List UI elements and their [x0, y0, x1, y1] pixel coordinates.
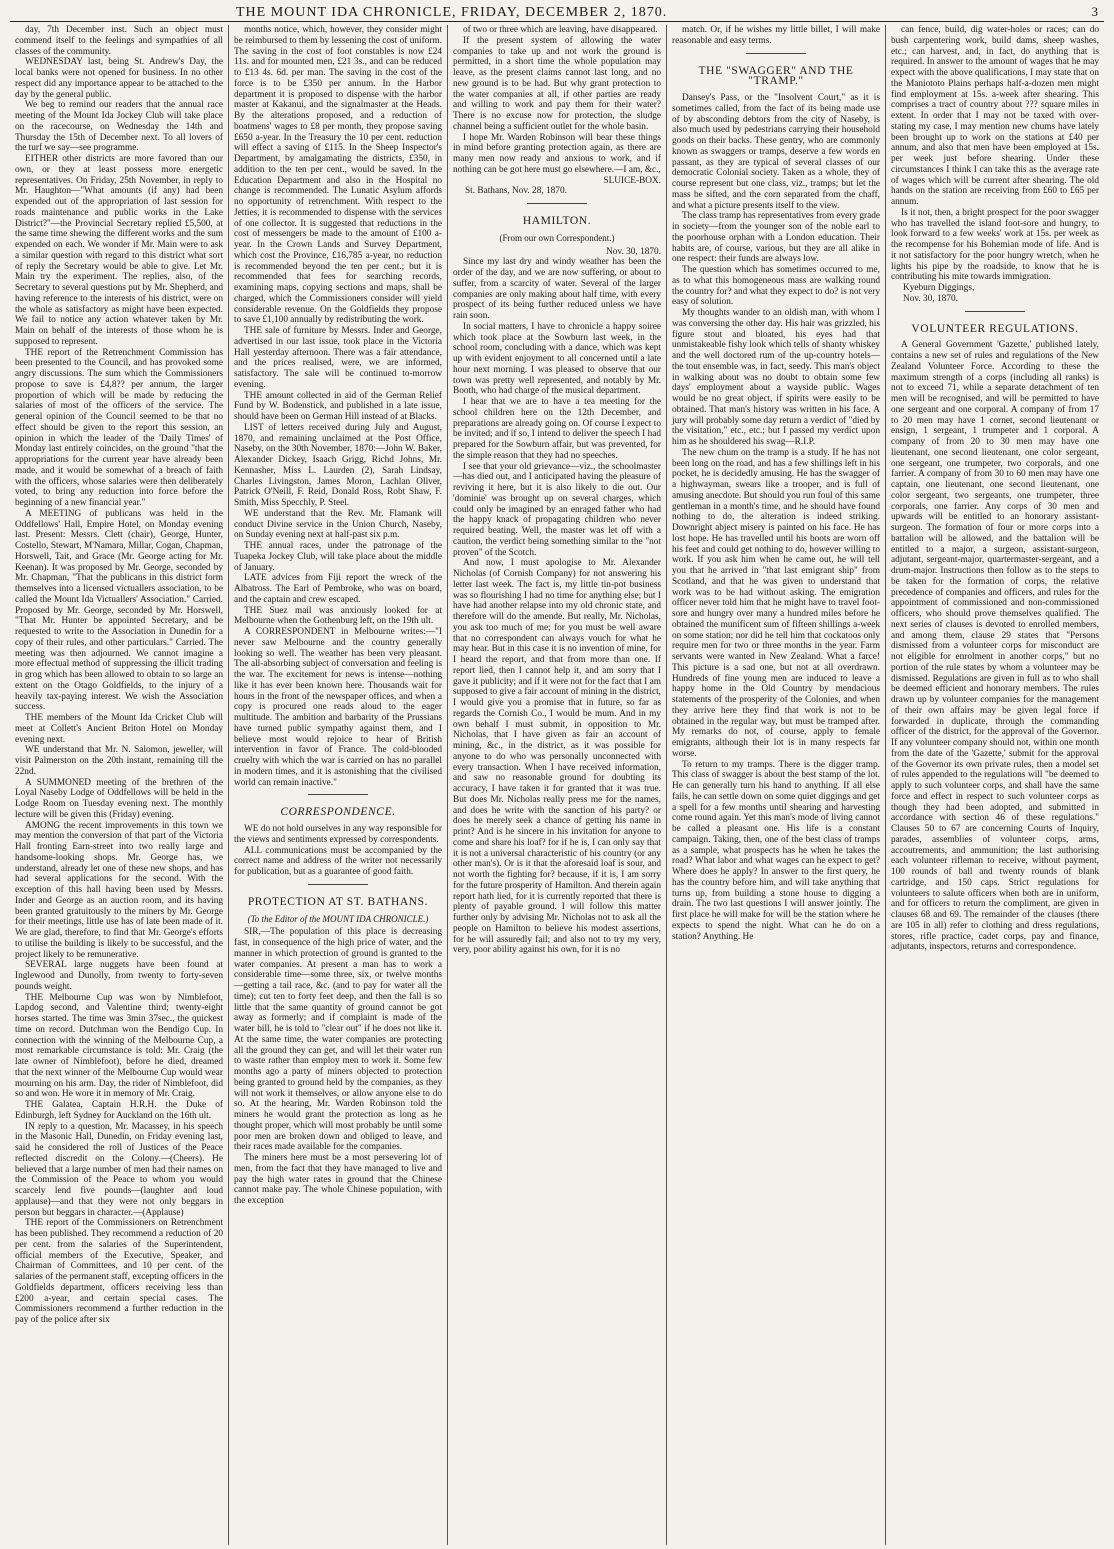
page-number: 3: [1091, 4, 1098, 19]
paragraph: In social matters, I have to chronicle a happy soiree which took place at the Sowburn last week, in the school room, concluding with a dance, which was kept up with evident enjoyment to all concerned until a late hour next morning. I was pleased to observe that our town was pretty well represented, and notably by Mr. Booth, who had charge of the musical department.: [453, 321, 661, 397]
paragraph: WEDNESDAY last, being St. Andrew's Day, the local banks were not opened for business. In no other respect did any importance appear to be attached to the day by the general public.: [15, 57, 223, 100]
paragraph: I hear that we are to have a tea meeting for the school children here on the 12th December, and preparations are already going on. Of course I expect to be invited; and if so, I intend to deliver the speech I had prepared for the Sowburn affair, but was prevented, for the simple reason that they had no speeches.: [453, 397, 661, 461]
paragraph: The miners here must be a most persevering lot of men, from the fact that they have managed to live and pay the high water rates in ground that the Chinese cannot make pay. The whole Chinese population, with the exception: [234, 1153, 442, 1206]
paragraph: THE report of the Retrenchment Commission has been presented to the Council, and has provoked some angry discussions. The sum which the Commissioners propose to save is £4,8?? per annum, the larger proportion of which will be made by reducing the salaries of most of the officers of the service. The general opinion of the Council seemed to be that no effect should be given to the report this session, an opinion in which the leader of the 'Daily Times' of Monday last entirely coincides, on the ground "that the appropriations for the current year have already been made, and it would be somewhat of a breach of faith with the officers, whose salaries were then deliberately voted, to bring any reduction into force before the beginning of a new financial year.": [15, 347, 223, 508]
paragraph: EITHER other districts are more favored than our own, or they at least possess more energetic representatives. On Friday, 25th November, in reply to Mr. Haughton—"What amounts (if any) had been expended out of the appropriation of last session for roads maintenance and public works in the Lake District?"—the Provincial Secretary replied £5,500, at the same time shewing the different works and the sum expended on each. We wonder if Mr. Main were to ask a similar question with regard to this district what sort of reply the Secretary would be able to give. Let Mr. Main try the experiment. The replies, also, of the Secretary to several questions put by Mr. Shepherd, and having reference to the interests of his district, were on the whole as satisfactory as might have been expected. We fail to notice any action whatever taken by Mr. Main on behalf of the interests of those whom he is supposed to represent.: [15, 154, 223, 347]
paragraph: And now, I must apologise to Mr. Alexander Nicholas (of Cornish Company) for not answering his letter last week. The fact is, my little tin-pot business was so flourishing I had no time for anything else; but I have had another relapse into my old chronic state, and therefore will do the amende. But really, Mr. Nicholas, you ask too much of me; for you must be well aware that no correspondent can always vouch for what he may hear. But in this case it is no invention of mine, for I heard the report, and that from more than one. If report lied, then I cannot help it, and am sorry that I gave it publicity; and if it were not for the fact that I am supposed to give a fair account of mining in the district, I would give you a promise that in future, so far as regards the Cornish Co., I would be mum. And in my own behalf I must submit, in opposition to Mr. Nicholas, that I have given as fair an account of mining, &c., in the district, as it was possible for anyone to do who was personally unconnected with every transaction. When I have received information, and saw no reasonable ground for doubting its accuracy, I have taken it for granted that it was true. But does Mr. Nicholas really press me for the names, and does he write with the sanction of his party? or does he merely seek a chance of getting his name in print? And is he sincere in his invitation for anyone to come and share his loaf? for if he is, I can only say that it is not a universal characteristic of his country (or any other man's). Or is it that the aforesaid loaf is sour, and not worth the fighting for? because, if it is, I am sorry for the future prosperity of Hamilton. And therein again report hath lied, for it is currently reported that there is plenty of payable ground. I will follow this matter further only by advising Mr. Nicholas not to ask all the people on Hamilton to believe his modest assertions, for he will assuredly fail; and also not to try my very, very, poor ability against his own, for it is no: [453, 558, 661, 956]
column-2: [229, 25, 448, 1545]
dateline: Nov. 30, 1870.: [903, 293, 958, 304]
paragraph: THE report of the Commissioners on Retrenchment has been published. They recommend a reduction of 20 per cent. from the salaries of the Superintendent, official members of the Executive, Speaker, and Chairman of Committees, and 10 per cent. of the salaries of the permanent staff, excepting officers in the Goldfields department, officers receiving less than £200 a-year, and certain special cases. The Commissioners recommend a further reduction in the pay of the police after six: [15, 1218, 223, 1325]
paragraph: To return to my tramps. There is the digger tramp. This class of swagger is about the best stamp of the lot. He can generally turn his hand to anything. If all else fails, he can settle down on some quiet diggings and get a spell for a few months until shearing and harvesting come round again. Yet this man's mode of living cannot be called a pleasant one. His life is a constant campaign. Taking, then, one of the best class of tramps as a sample, what prospects has he when he takes the road? What labor and what wages can he expect to get? Where does he apply? In answer to the first query, he has the country before him, and will take anything that turns up, from building a stone house to digging a drain. The two last questions I will answer jointly. The first place he will make for will be the station where he expects to spend the night. What can he do on a station? Anything. He: [672, 759, 880, 942]
section-heading-correspondence: CORRESPONDENCE.: [280, 806, 396, 819]
paragraph: THE Melbourne Cup was won by Nimblefoot, Lapdog second, and Valentine third; twenty-eight horses started. The time was 3min 37sec., the quickest time on record. Dutchman won the Bendigo Cup. In connection with the winning of the Melbourne Cup, a most remarkable circumstance is told: Mr. Craig (the late owner of Nimblefoot), before he died, dreamed that the next winner of the Melbourne Cup would wear mourning on his arm. Day, the rider of Nimblefoot, did so and won. He wore it in memory of Mr. Craig.: [15, 992, 223, 1100]
paragraph: months notice, which, however, they consider might be reimbursed to them by lessening the cost of uniform. The saving in the cost of foot constables is now £24 11s. and for mounted men, £21 3s., and can be reduced to £13 4s. 6d. per man. The saving in the cost of the force is to be £350 per annum. In the Harbor department it is proposed to dispense with the harbor master at Kakanui, and the signalmaster at the Heads. By the alterations proposed, and a reduction of boatmens' wages to £8 per month, they propose saving £650 a-year. In the Treasury the 10 per cent. reduction will effect a saving of £115. In the Sheep Inspector's Department, by amalgamating the districts, £350, in addition to the ten per cent., would be saved. In the Education Department and also in the Hospital no change is recommended. The Lunatic Asylum affords no opportunity of retrenchment. With respect to the Jetties, it is recommended to dispense with the services of one collector. It is suggested that reductions in the cost of messengers be made to the amount of £100 a-year. In the Crown Lands and Survey Department, which cost the Province, £16,785 a-year, no reduction is recommended beyond the ten per cent.; but it is recommended that fees for searching records, examining maps, copying sections and maps, shall be charged, which the Commissioners consider will yield considerable revenue. On the Goldfields they propose to save £1,100 annually by redistributing the work.: [234, 25, 442, 326]
divider: [308, 884, 368, 885]
paragraph: The new chum on the tramp is a study. If he has not been long on the road, and has a few shillings left in his pocket, he is decidedly amusing. He has the swagger of a highwayman, swears like a trooper, and is full of amusing anecdote. But should you run foul of this same gentleman in a month's time, and he should have found nothing to do, the alteration is indeed striking. Downright abject misery is painted on his face. He has lost hope. He has travelled until his boots are worn off his feet and could get nothing to do, however willing to work. If you ask him when he came out, he will tell you that he arrived in "that last emigrant ship" from Scotland, and that he was given to understand that work was to be had without asking. The emigration officer never told him that he might have to travel foot-sore and hungry over many a hundred miles before he obtained the munificent sum of fifteen shillings a-week on some station; nor did he tell him that cockatoos only require men for two or three months in the year. Farm servants were wanted in New Zealand. What a farce! This picture is a sad one, but not at all overdrawn. Hundreds of fine young men are induced to leave a happy home in the Old Country by mendacious statements of the prosperity of the Colonies, and when they arrive here they find that work is not to be obtained in the regular way, but must be tramped after. My remarks do not, of course, apply to female emigrants, although their lot is in many respects far worse.: [672, 447, 880, 759]
paragraph: match. Or, if he wishes my little billet, I will make reasonable and easy terms.: [672, 25, 880, 46]
column-5: [886, 25, 1104, 1545]
paragraph: THE Galatea, Captain H.R.H. the Duke of Edinburgh, left Sydney for Auckland on the 16th ult.: [15, 1100, 223, 1121]
paragraph: THE Suez mail was anxiously looked for at Melbourne when the Gothenburg left, on the 19th ult.: [234, 605, 442, 627]
divider: [308, 794, 368, 795]
paragraph: can fence, build, dig water-holes or races; can do bush carpentering work, build dams, sheep washes, etc.; can harvest, and, in fact, do anything that is required. In answer to the amount of wages that he may expect with the above qualifications, I may state that on the Maniototo Plains perhaps half-a-dozen men might find employment at 15s. a-week after shearing. This comprises a tract of country about ??? square miles in extent. In order that I may not be taxed with over-stating my case, I may mention new chums have lately been brought up to work on the stations at £40 per annum, and also that men have been employed at 15s. per week just before shearing. Under these circumstances I think I can take this as the average rate of wages which will be current after shearing. The old hands on the station are receiving from £60 to £65 per annum.: [891, 25, 1099, 207]
paragraph: I hope Mr. Warden Robinson will bear these things in mind before granting protection again, as there are many men now ready and anxious to work, and if nothing can be got here must go elsewhere.—I am, &c.,: [453, 132, 661, 175]
paragraph: The question which has sometimes occurred to me, as to what this homogeneous mass are walking round the country for? and what they expect to do? is not very easy of solution.: [672, 265, 880, 308]
column-3: [448, 25, 667, 1545]
divider: [965, 311, 1025, 312]
paragraph: A MEETING of publicans was held in the Oddfellows' Hall, Empire Hotel, on Monday evening last. Present: Messrs. Clett (chair), George, Hunter, Costello, Stewart, M'Namara, Millar, Cogan, Chapman, Horswell, Tait, and Grace (Mr. George acting for Mr. Keenan). It was proposed by Mr. George, seconded by Mr. Chapman, "That the publicans in this district form themselves into a licensed victuallers association, to be called the Mount Ida Victuallers' Association." Carried. Proposed by Mr. George, seconded by Mr. Horswell, "That Mr. Hunter be appointed Secretary, and be requested to write to the Association in Dunedin for a copy of their rules, and other particulars." Carried. The meeting was then adjourned. We cannot imagine a more effectual method of suppressing the illicit trading in grog which has been allowed to obtain to so large an extent on the Otago Goldfields, to the injury of a heavily tax-paying interest. We wish the Association success.: [15, 508, 223, 713]
column-1: [10, 25, 229, 1545]
paragraph: The class tramp has representatives from every grade in society—from the younger son of the noble earl to the poorhouse orphan with a London education. Their habits are, of course, various, but they are all alike in one respect: their funds are always low.: [672, 211, 880, 265]
paragraph: WE do not hold ourselves in any way responsible for the views and sentiments expressed by correspondents.: [234, 824, 442, 845]
paragraph: THE annual races, under the patronage of the Tuapeka Jockey Club, will take place about the middle of January.: [234, 541, 442, 573]
paragraph: WE understand that Mr. N. Salomon, jeweller, will visit Palmerston on the 20th instant, remaining till the 22nd.: [15, 745, 223, 777]
page-header: [10, 4, 1104, 22]
paragraph: LIST of letters received during July and August, 1870, and remaining unclaimed at the Post Office, Naseby, on the 30th November, 1870:—John W. Baker, Alexander Dickey, Isaach Grigg, Richd Johns, Mr. Kennasher, Miss L. Laurden (2), Sarah Lindsay, Charles Livingston, James Moron, Lachlan Oliver, Patrick O'Neill, F. Reid, Donald Ross, Robt Shaw, F. Smith, Miss Specchly, P. Steel.: [234, 422, 442, 508]
paragraph: We beg to remind our readers that the annual race meeting of the Mount Ida Jockey Club will take place on the racecourse, on Wednesday the 14th and Thursday the 15th of December next. To all lovers of the turf we say—see programme.: [15, 100, 223, 154]
paragraph: I see that your old grievance—viz., the schoolmaster—has died out, and I anticipated having the pleasure of reviving it here, but it is also likely to die out. Our 'dominie' was brought up on several charges, which could only be imagined by an enraged father who had the happy knack of propagating children who never required beating. Well, the master was let off with a caution, the verdict being something similar to the "not proven" of the Scotch.: [453, 461, 661, 558]
divider: [527, 203, 587, 204]
page-title: THE MOUNT IDA CHRONICLE, FRIDAY, DECEMBER 2, 1870.: [236, 5, 668, 20]
paragraph: A SUMMONED meeting of the brethren of the Loyal Naseby Lodge of Oddfellows will be held in the Lodge Room on Tuesday evening next. The monthly lecture will be given this (Friday) evening.: [15, 777, 223, 820]
paragraph: SEVERAL large nuggets have been found at Inglewood and Dunolly, from twenty to forty-seven pounds weight.: [15, 960, 223, 992]
paragraph: If the present system of allowing the water companies to take up and not work the ground is permitted, in a short time the whole population may leave, as the present claims cannot last long, and no new ground is to be had. But why grant protection to the water companies at all, if other parties are ready and willing to work and pay them for their water? There is no excuse now for protection, the sludge channel being a sufficient outlet for the whole basin.: [453, 35, 661, 132]
columns: [10, 25, 1104, 1545]
paragraph: A General Government 'Gazette,' published lately, contains a new set of rules and regulations of the New Zealand Volunteer Force. According to these the maximum strength of a corps (including all ranks) is not to exceed 71, while a separate detachment of ten men will be recognised, and will be permitted to have one sergeant and one corporal. A company of from 17 to 20 men may have 1 cornet, second lieutenant or ensign, 1 sergeant, 1 trumpeter and 1 corporal. A company of from 20 to 30 men may have one lieutenant, one second lieutenant, one color sergeant, one sergeant, one trumpeter, two corporals, and one farrier. A company of from 30 to 60 men may have one captain, one lieutenant, one second lieutenant, one color sergeant, two sergeants, one trumpeter, three corporals, one farrier. Any corps of 30 men and upwards will be entitled to an honorary assistant-surgeon. The formation of four or more corps into a battalion will be allowed, and the battalion will be entitled to a major, a surgeon, assistant-surgeon, adjutant, sergeant-major, quartermaster-sergeant, and a drum-major. Instructions then follow as to the steps to be taken for the formation of corps, the relative precedence of companies and officers, and rules for the appointment of commissioned and non-commissioned officers, who should prove themselves qualified. The next series of clauses is devoted to enrolled members, and among them, clause 29 states that "Persons dismissed from a volunteer corps for misconduct are not eligible for enrolment in another corps," but no portion of the rule states by whom a volunteer may be dismissed. Regulations are given in full as to who shall be deemed efficient and honorary members. The rules drawn up by volunteer companies for the management of their own affairs may be given legal force if forwarded in duplicate, through the commanding officer of the district, for the approval of the Governor. If any volunteer company should not, within one month from the date of the 'Gazette,' submit for the approval of the Governor its own private rules, then a model set of rules appended to the regulations will "be deemed to apply to such volunteer corps, and shall have the same force and effect in respect to such volunteer corps as though they had been adopted, and submitted in accordance with section 46 of these regulations." Clauses 50 to 67 are concerning Courts of Inquiry, parades, assemblies of volunteer corps, arms, accoutrements, and ammunition; the last authorising each volunteer rifleman to receive, without payment, 100 rounds of ball and twenty rounds of blank cartridge, and 150 caps. Strict regulations for volunteers to salute officers when both are in uniform, and for officers to return the compliment, are given in clauses 68 and 69. The remainder of the clauses (there are 105 in all) refer to clothing and dress regulations, stores, rifle practice, cadet corps, pay and finance, adjutants, inspectors, returns and correspondence.: [891, 340, 1099, 953]
paragraph: IN reply to a question, Mr. Macassey, in his speech in the Masonic Hall, Dunedin, on Friday evening last, said he considered the roll of Justices of the Peace reflected discredit on the Colony.—(Cheers). He believed that a large number of men had their names on the Commission of the Peace to whom you would scarcely lend five pounds—(laughter and loud applause)—and that they were not only beggars in person but beggars in character.—(Applause): [15, 1121, 223, 1218]
paragraph: THE sale of furniture by Messrs. Inder and George, advertised in our last issue, took place in the Victoria Hall yesterday afternoon. There was a fair attendance, and the prices realised, were, we are informed, satisfactory. The sale will be continued to-morrow evening.: [234, 326, 442, 390]
paragraph: WE understand that the Rev. Mr. Flamank will conduct Divine service in the Union Church, Naseby, on Sunday evening next at half-past six p.m.: [234, 508, 442, 541]
signature: SLUICE-BOX.: [603, 175, 661, 186]
paragraph: THE members of the Mount Ida Cricket Club will meet at Collett's Ancient Briton Hotel on Monday evening next.: [15, 713, 223, 745]
paragraph: AMONG the recent improvements in this town we may mention the conversion of that part of the Victoria Hall fronting Earn-street into two really large and handsome-looking shops. Mr. George has, we understand, already let one of these new shops, and has had several applications for the second. With the exception of this hall having been used by Messrs. Inder and George as an auction room, and its having been granted gratuitously to the miners by Mr. George for their meetings, little use has of late been made of it. We are glad, therefore, to find that Mr. George's efforts to utilise the building is likely to be successful, and the project likely to be remunerative.: [15, 820, 223, 960]
paragraph: THE amount collected in aid of the German Relief Fund by W. Bodenstick, and published in a late issue, should have been on German Hill instead of at Blacks.: [234, 390, 442, 422]
paragraph: LATE advices from Fiji report the wreck of the Albatross. The Earl of Pembroke, who was on board, and the captain and crew escaped.: [234, 573, 442, 605]
paragraph: SIR,—The population of this place is decreasing fast, in consequence of the high price of water, and the manner in which protection of ground is granted to the water companies. At present a man has to work a considerable time—some three, six, or twelve months—getting a tail race, &c. (and to pay for water all the time); cut ten to forty feet deep, and then the fall is so little that the same quantity of ground cannot be got away as formerly; and if complaint is made of the water bill, he is told to "clear out" if he does not like it. At the same time, the water companies are protecting all the ground they can get, and will let their water run to waste rather than employ men to work it. Some few months ago a party of miners objected to protection being granted to ground held by the companies, as they will not work it themselves, or allow anyone else to do so. At the hearing, Mr. Warden Robinson told the miners he would grant the protection as long as he thought proper, which will most probably be until some poor men are broken down and obliged to leave, and their races made available for the companies.: [234, 927, 442, 1153]
dateline: St. Bathans, Nov. 28, 1870.: [465, 186, 567, 197]
paragraph: Is it not, then, a bright prospect for the poor swagger who has travelled the island foot-sore and hungry, to look forward to a few weeks' work at 15s. per week as the recompense for his Bohemian mode of life. And is it not satisfactory for the poor hungry wretch, when he lights his pipe by the roadside, to know that he is contributing his mite towards immigration.: [891, 207, 1099, 283]
paragraph: Since my last dry and windy weather has been the order of the day, and we are now suffering, or about to suffer, from a scarcity of water. Several of the larger companies are only making about half time, with every prospect of its being further reduced unless we have rain soon.: [453, 257, 661, 321]
paragraph: day, 7th December inst. Such an object must commend itself to the feelings and sympathies of all classes of the community.: [15, 25, 223, 57]
signature: Kyeburn Diggings,: [903, 283, 975, 293]
paragraph: ALL communications must be accompanied by the correct name and address of the writer not necessarily for publication, but as a guarantee of good faith.: [234, 845, 442, 877]
section-heading-swagger: THE "SWAGGER" AND THE "TRAMP.": [698, 64, 854, 88]
paragraph: My thoughts wander to an oldish man, with whom I was conversing the other day. His hair was grizzled, his figure stout and bloated, his eyes had that unmistakeable fishy look which tells of shanty whiskey and the well doctored rum of the up-country hotels—the tout ensemble was, in fact, seedy. This man's object in walking about was no doubt to obtain some few days' employment about a wayside public. Wages would be no great object, if spirits were easily to be obtained. That man's history was written in his face. A jury will probably some day return a verdict of "died by the visitation," etc., etc.; but I passed my verdict upon him as he shouldered his swag—R.I.P.: [672, 308, 880, 447]
section-subheading: (To the Editor of the MOUNT IDA CHRONICLE.): [247, 913, 429, 924]
paragraph: A CORRESPONDENT in Melbourne writes:—"I never saw Melbourne and the country generally looking so well. The weather has been very pleasant. The all-absorbing subject of conversation and feeling is the war. The excitement for news is intense—nothing like it has ever been known here. Thousands wait for hours in the front of the newspaper offices, and when a copy is procured one reads aloud to the eager multitude. The ambition and barbarity of the Prussians have turned public sympathy against them, and I believe most would rejoice to hear of British intervention in favor of France. The cold-blooded cruelty with which the war is carried on has no parallel in modern times, and it is astonishing that the civilised world can remain inactive.": [234, 627, 442, 788]
section-heading-volunteer: VOLUNTEER REGULATIONS.: [911, 322, 1079, 335]
paragraph: Dansey's Pass, or the "Insolvent Court," as it is sometimes called, from the fact of its being made use of by absconding debtors from the city of Naseby, is also much used by pedestrians carrying their household goods on their backs. These gentry, who are commonly known as swaggers or tramps, deserve a few words en passant, as they are typical of several classes of our democratic Colonial society. Taken as a whole, they of course represent but one class, viz., tramps; but let the mass be sifted, and the corn separated from the chaff, and what a picture presents itself to the view.: [672, 93, 880, 211]
section-heading-hamilton: HAMILTON.: [522, 215, 592, 227]
divider: [746, 53, 806, 54]
section-subheading: (From our own Correspondent.): [499, 232, 615, 243]
paragraph: of two or three which are leaving, have disappeared.: [463, 25, 658, 35]
section-heading-protection: PROTECTION AT ST. BATHANS.: [247, 895, 429, 908]
dateline: Nov. 30, 1870.: [606, 246, 661, 257]
column-4: [667, 25, 886, 1545]
